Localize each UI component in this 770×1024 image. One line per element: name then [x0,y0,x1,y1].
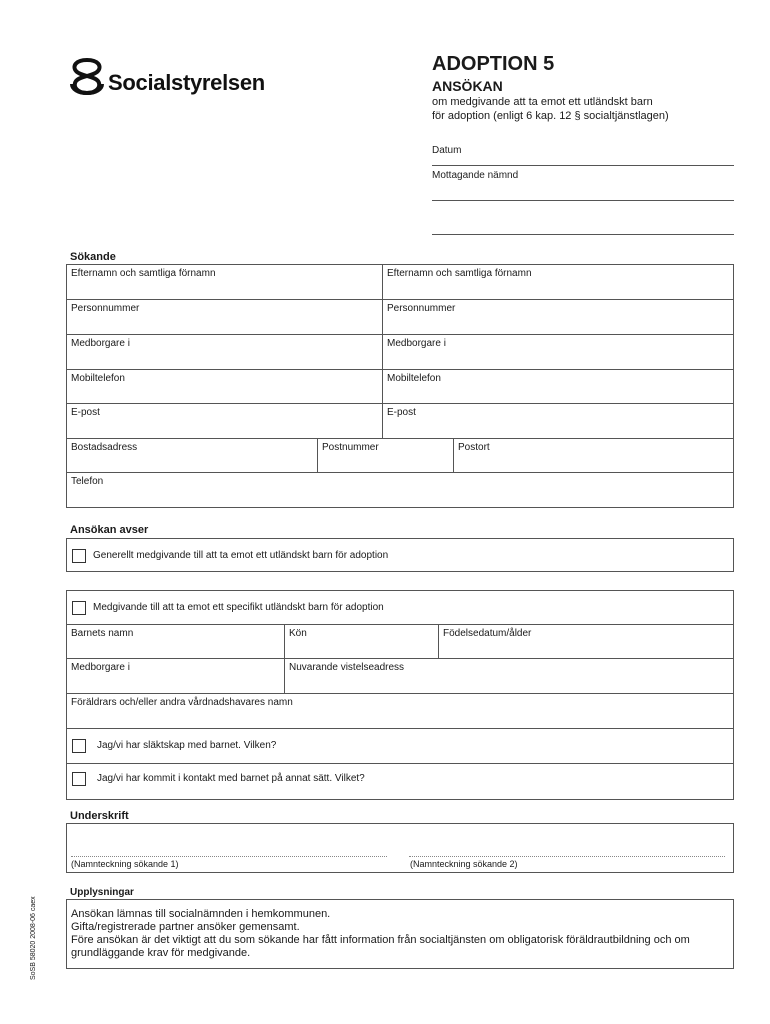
epost-field-1[interactable]: E-post [67,404,383,439]
underskrift-box [66,823,734,873]
vistelseadress-field[interactable]: Nuvarande vistelseadress [285,659,733,694]
socialstyrelsen-logo-icon [66,56,108,96]
info-line-2: Gifta/registrerade partner ansöker gemensamt. [71,921,300,933]
barnets-namn-field[interactable]: Barnets namn [67,624,285,659]
personnummer-field-2[interactable]: Personnummer [383,300,733,335]
foraldrar-field[interactable]: Föräldrars och/eller andra vårdnadshavares namn [67,694,733,729]
ansokan-title: Ansökan avser [70,524,149,536]
form-description-2: för adoption (enligt 6 kap. 12 § socialtjänstlagen) [432,110,669,122]
info-line-1: Ansökan lämnas till socialnämnden i hemkommunen. [71,908,331,920]
form-subtitle: ANSÖKAN [432,78,503,94]
underskrift-title: Underskrift [70,810,129,822]
postnummer-field[interactable]: Postnummer [318,439,454,473]
signature-label-2: (Namnteckning sökande 2) [410,859,518,869]
bostadsadress-field[interactable]: Bostadsadress [67,439,318,473]
mottagande-field-1[interactable] [432,200,734,201]
info-line-3: Före ansökan är det viktigt att du som sökande har fått information från socialtjänsten om obligatorisk föräldrautbildning och om [71,934,690,946]
mottagande-label: Mottagande nämnd [432,170,519,181]
logo [66,56,266,96]
medborgare-field-2[interactable]: Medborgare i [383,335,733,370]
epost-field-2[interactable]: E-post [383,404,733,439]
mobil-field-2[interactable]: Mobiltelefon [383,370,733,404]
name-field-1[interactable]: Efternamn och samtliga förnamn [67,265,383,300]
telefon-field[interactable]: Telefon [71,476,104,487]
general-option-checkbox[interactable] [72,549,86,563]
form-code: SoSB 58020 2008-06 caex [30,896,37,980]
specific-option-checkbox[interactable] [72,601,86,615]
form-title: ADOPTION 5 [432,53,555,75]
specific-option-box [66,590,734,800]
info-line-4: grundläggande krav för medgivande. [71,947,251,959]
sokande-title: Sökande [70,251,116,263]
slaktskap-checkbox[interactable] [72,739,86,753]
kon-field[interactable]: Kön [285,624,439,659]
signature-line-2[interactable] [409,856,725,857]
mobil-field-1[interactable]: Mobiltelefon [67,370,383,404]
kontakt-label: Jag/vi har kommit i kontakt med barnet på annat sätt. Vilket? [97,773,365,784]
barn-medborgare-field[interactable]: Medborgare i [67,659,285,694]
slaktskap-label: Jag/vi har släktskap med barnet. Vilken? [97,740,277,751]
signature-line-1[interactable] [71,856,387,857]
kontakt-row [67,764,733,799]
postort-field[interactable]: Postort [454,439,733,473]
general-option-box [66,538,734,572]
upplysningar-box [66,899,734,969]
form-description-1: om medgivande att ta emot ett utländskt barn [432,96,653,108]
name-field-2[interactable]: Efternamn och samtliga förnamn [383,265,733,300]
logo-text: Socialstyrelsen [108,70,265,95]
specific-option-label: Medgivande till att ta emot ett specifikt utländskt barn för adoption [93,602,384,613]
slaktskap-row [67,729,733,764]
kontakt-checkbox[interactable] [72,772,86,786]
signature-label-1: (Namnteckning sökande 1) [71,859,179,869]
upplysningar-title: Upplysningar [70,887,134,898]
personnummer-field-1[interactable]: Personnummer [67,300,383,335]
sokande-table [66,264,734,508]
general-option-label: Generellt medgivande till att ta emot ett utländskt barn för adoption [93,550,389,561]
medborgare-field-1[interactable]: Medborgare i [67,335,383,370]
fodelsedatum-field[interactable]: Födelsedatum/ålder [439,624,733,659]
datum-label: Datum [432,145,462,156]
datum-field[interactable] [432,165,734,166]
mottagande-field-2[interactable] [432,234,734,235]
